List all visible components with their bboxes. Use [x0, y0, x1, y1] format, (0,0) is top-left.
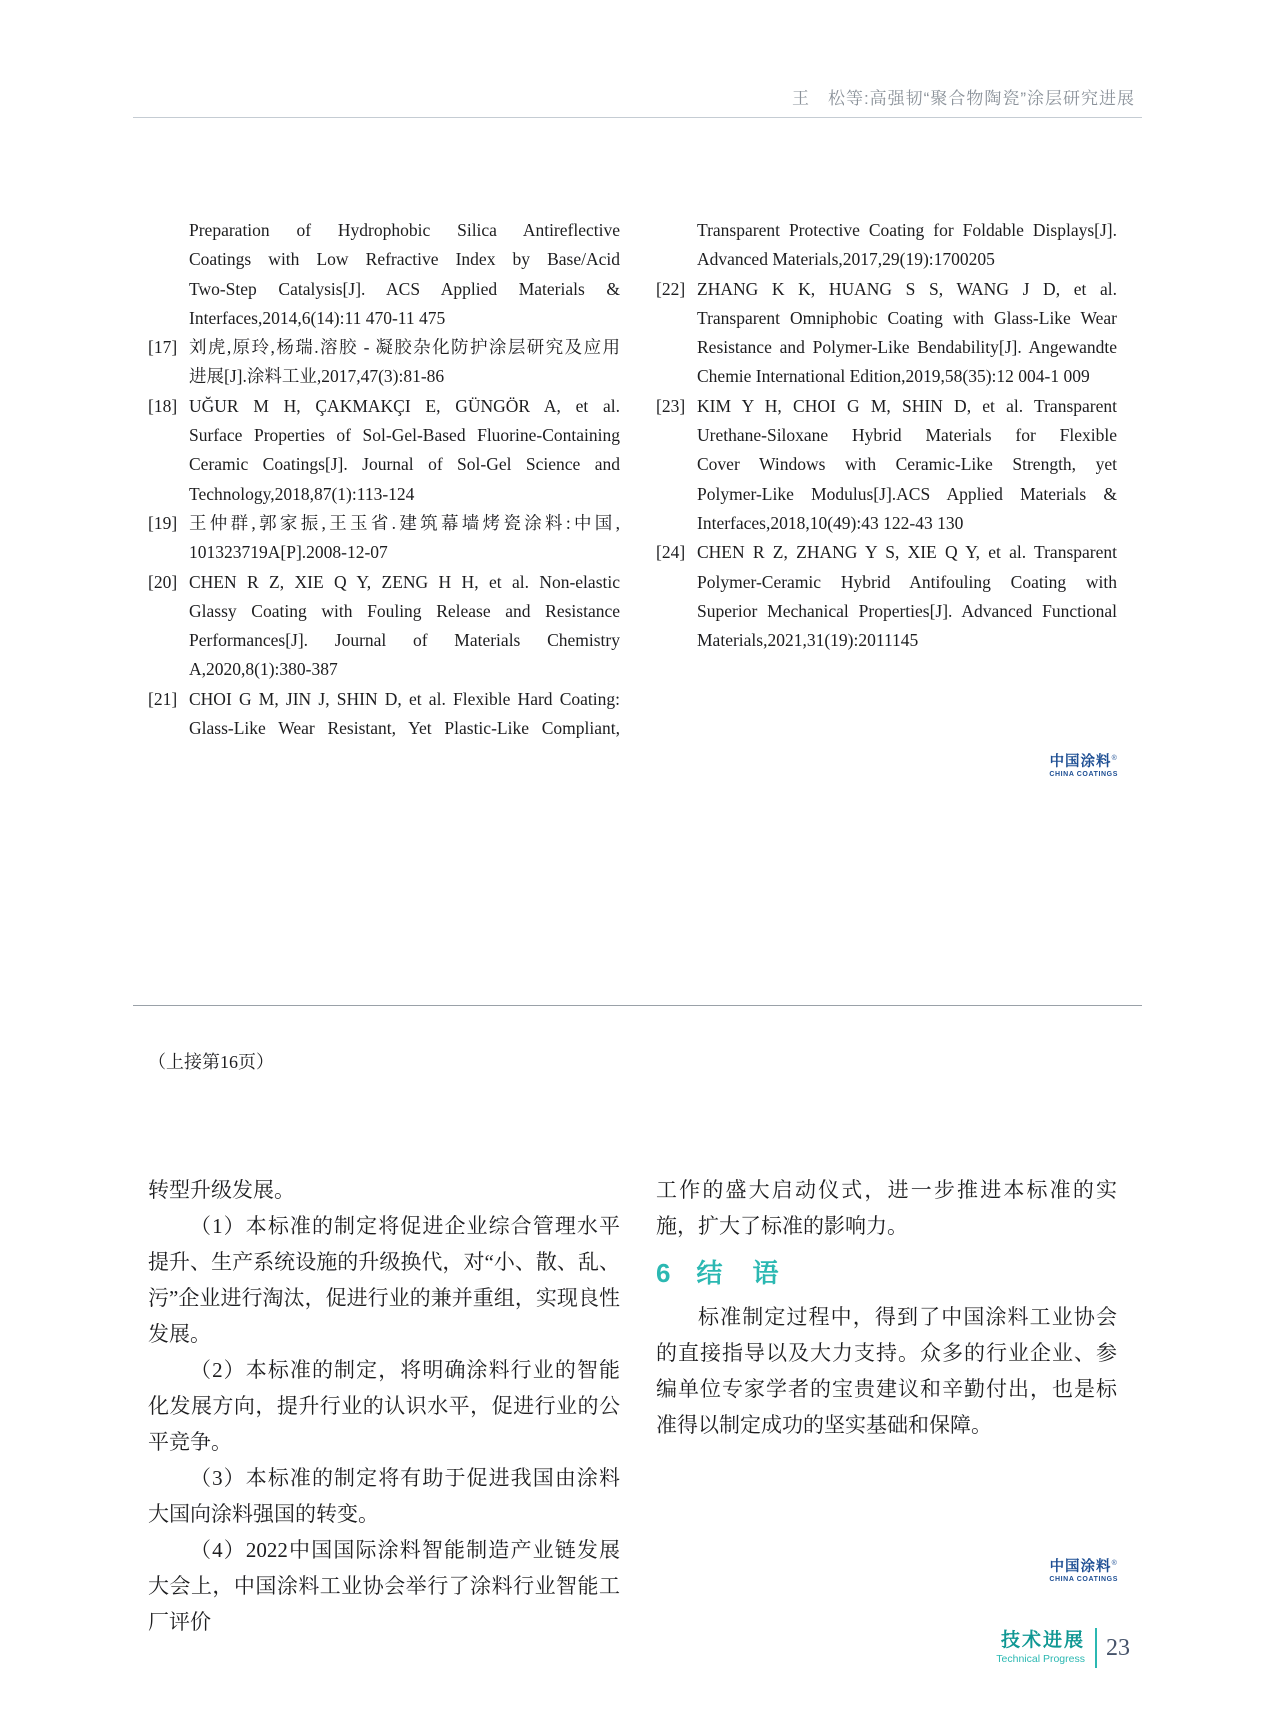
reference-line: KIM Y H, CHOI G M, SHIN D, et al. Transparent	[697, 395, 1117, 416]
body-paragraph: 转型升级发展。	[148, 1178, 295, 1202]
references-left-column	[148, 216, 620, 743]
header-rule	[133, 117, 1142, 118]
reference-number: [23]	[656, 395, 686, 416]
reference-line: Ceramic Coatings[J]. Journal of Sol-Gel Science and	[189, 454, 620, 475]
china-coatings-logo	[1049, 755, 1118, 779]
reference-line: CHEN R Z, ZHANG Y S, XIE Q Y, et al. Transparent	[697, 542, 1117, 563]
logo-zh-text: 中国涂料®	[1049, 1559, 1118, 1575]
continuation-note: （上接第16页）	[148, 1052, 274, 1072]
page-number: 23	[1106, 1634, 1130, 1661]
reference-line: Interfaces,2018,10(49):43 122-43 130	[697, 512, 964, 533]
body-right-column	[656, 1172, 1117, 1640]
reference-line: 101323719A[P].2008-12-07	[189, 542, 388, 563]
body-right-before-heading	[656, 1172, 1117, 1244]
registered-mark-icon: ®	[1111, 1560, 1118, 1568]
reference-text	[189, 333, 620, 392]
reference-entry	[148, 568, 620, 685]
reference-line: Transparent Protective Coating for Foldable Displays[J].	[697, 220, 1117, 240]
reference-line: Interfaces,2014,6(14):11 470-11 475	[189, 307, 446, 328]
reference-line: Resistance and Polymer-Like Bendability[J]. Angewandte	[697, 337, 1117, 358]
section-title: 结 语	[696, 1258, 781, 1288]
reference-entry	[148, 685, 620, 744]
reference-line: Chemie International Edition,2019,58(35):12 004-1 009	[697, 366, 1090, 387]
reference-text	[189, 685, 620, 744]
reference-number: [17]	[148, 337, 178, 358]
logo-zh-text: 中国涂料®	[1049, 754, 1118, 770]
reference-line: Two-Step Catalysis[J]. ACS Applied Materials &	[189, 278, 620, 299]
logo-en-text: CHINA COATINGS	[1049, 770, 1118, 778]
body-section	[148, 1172, 1117, 1640]
reference-line: Polymer-Ceramic Hybrid Antifouling Coating with	[697, 571, 1117, 592]
reference-line: CHOI G M, JIN J, SHIN D, et al. Flexible Hard Coating:	[189, 688, 620, 709]
logo-en-text: CHINA COATINGS	[1049, 1575, 1118, 1583]
reference-text	[189, 568, 620, 685]
reference-line: Advanced Materials,2017,29(19):1700205	[697, 249, 995, 270]
reference-entry	[656, 275, 1117, 392]
section-heading	[656, 1258, 1117, 1289]
reference-entry	[656, 216, 1117, 275]
reference-line: Surface Properties of Sol-Gel-Based Fluorine-Containing	[189, 425, 620, 446]
reference-entry	[656, 538, 1117, 655]
reference-number: [21]	[148, 688, 178, 709]
reference-line: ZHANG K K, HUANG S S, WANG J D, et al.	[697, 278, 1117, 299]
registered-mark-icon: ®	[1111, 755, 1118, 763]
reference-number: [24]	[656, 542, 686, 563]
footer-divider-bar	[1095, 1628, 1097, 1668]
reference-text	[697, 216, 1117, 275]
reference-text	[189, 392, 620, 509]
reference-number: [20]	[148, 571, 178, 592]
references-right-column	[656, 216, 1117, 743]
footer-text	[996, 1630, 1085, 1666]
running-title: 王 松等:高强韧“聚合物陶瓷”涂层研究进展	[791, 89, 1135, 108]
reference-line: CHEN R Z, XIE Q Y, ZENG H H, et al. Non-elastic	[189, 571, 620, 592]
reference-entry	[148, 392, 620, 509]
reference-line: Transparent Omniphobic Coating with Glass-Like Wear	[697, 307, 1117, 328]
reference-number: [19]	[148, 512, 178, 533]
reference-text	[189, 509, 620, 568]
reference-entry	[656, 392, 1117, 538]
body-right-after-heading	[656, 1299, 1117, 1443]
reference-line: A,2020,8(1):380-387	[189, 659, 338, 680]
footer-section-zh: 技术进展	[1000, 1629, 1085, 1651]
page-footer	[996, 1628, 1130, 1668]
body-paragraph: （1）本标准的制定将促进企业综合管理水平提升、生产系统设施的升级换代，对“小、散、乱、污”企业进行淘汰，促进行业的兼并重组，实现良性发展。	[148, 1214, 620, 1346]
reference-line: 王仲群,郭家振,王玉省.建筑幕墙烤瓷涂料:中国,	[189, 512, 620, 533]
body-paragraph: 标准制定过程中，得到了中国涂料工业协会的直接指导以及大力支持。众多的行业企业、参编单位专家学者的宝贵建议和辛勤付出，也是标准得以制定成功的坚实基础和保障。	[656, 1305, 1117, 1438]
reference-line: 进展[J].涂料工业,2017,47(3):81-86	[189, 366, 445, 387]
section-number: 6	[656, 1258, 671, 1288]
reference-line: Preparation of Hydrophobic Silica Antireflective	[189, 220, 620, 240]
footer-section-en: Technical Progress	[996, 1652, 1085, 1665]
reference-line: Superior Mechanical Properties[J]. Advanced Functional	[697, 600, 1117, 621]
body-paragraph: （3）本标准的制定将有助于促进我国由涂料大国向涂料强国的转变。	[148, 1466, 620, 1526]
body-paragraph: （2）本标准的制定，将明确涂料行业的智能化发展方向，提升行业的认识水平，促进行业的公平竞争。	[148, 1358, 620, 1454]
reference-line: Technology,2018,87(1):113-124	[189, 483, 415, 504]
reference-entry	[148, 216, 620, 333]
body-paragraph: （4）2022中国国际涂料智能制造产业链发展大会上，中国涂料工业协会举行了涂料行业智能工厂评价	[148, 1538, 620, 1634]
reference-line: Glassy Coating with Fouling Release and Resistance	[189, 600, 620, 621]
reference-number: [22]	[656, 278, 686, 299]
reference-line: UĞUR M H, ÇAKMAKÇI E, GÜNGÖR A, et al.	[189, 395, 620, 416]
reference-number	[656, 216, 697, 275]
reference-line: Cover Windows with Ceramic-Like Strength, yet	[697, 454, 1117, 475]
reference-line: Materials,2021,31(19):2011145	[697, 630, 919, 651]
reference-entry	[148, 333, 620, 392]
reference-line: Coatings with Low Refractive Index by Base/Acid	[189, 249, 620, 270]
reference-line: 刘虎,原玲,杨瑞.溶胶 - 凝胶杂化防护涂层研究及应用	[189, 337, 620, 358]
reference-line: Polymer-Like Modulus[J].ACS Applied Materials &	[697, 483, 1117, 504]
section-divider	[133, 1005, 1142, 1006]
reference-text	[697, 538, 1117, 655]
reference-number	[148, 216, 189, 333]
reference-line: Performances[J]. Journal of Materials Chemistry	[189, 630, 620, 651]
references-section	[148, 216, 1117, 743]
reference-number: [18]	[148, 395, 178, 416]
china-coatings-logo	[1049, 1560, 1118, 1584]
reference-line: Urethane-Siloxane Hybrid Materials for Flexible	[697, 425, 1117, 446]
body-paragraph: 工作的盛大启动仪式，进一步推进本标准的实施，扩大了标准的影响力。	[656, 1178, 1117, 1238]
reference-text	[697, 275, 1117, 392]
body-left-column	[148, 1172, 620, 1640]
reference-text	[189, 216, 620, 333]
reference-entry	[148, 509, 620, 568]
reference-line: Glass-Like Wear Resistant, Yet Plastic-Like Compliant,	[189, 718, 620, 739]
reference-text	[697, 392, 1117, 538]
